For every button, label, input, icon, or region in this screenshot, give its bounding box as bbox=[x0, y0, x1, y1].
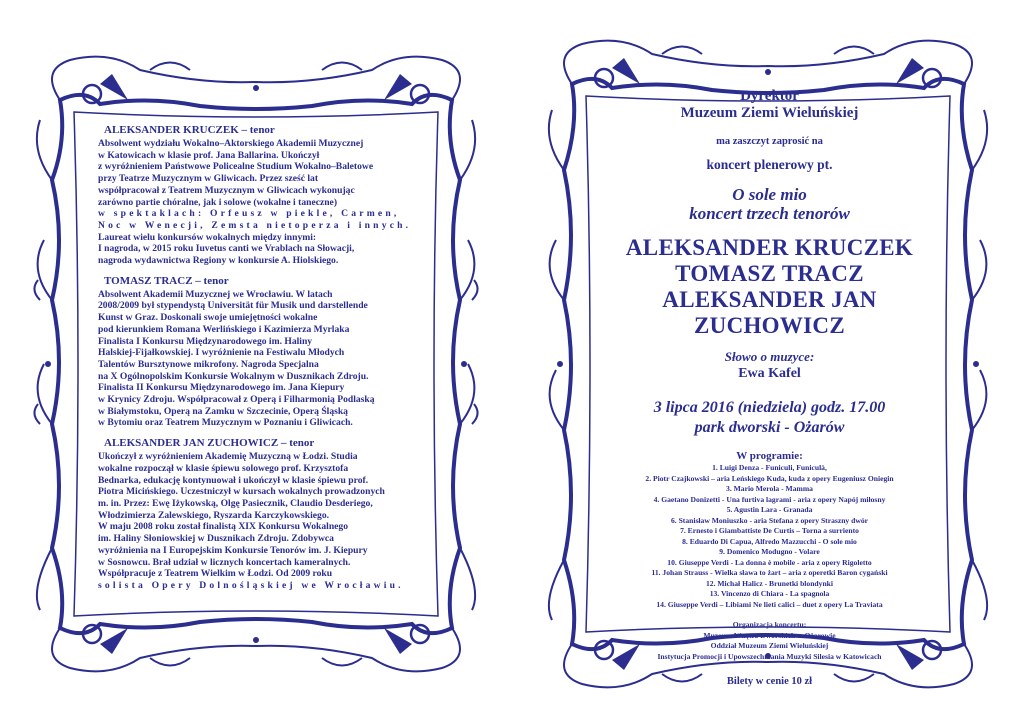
bio-line: w Białymstoku, Operą na Zamku w Szczecinie, Operą Śląską bbox=[98, 405, 348, 417]
organizer-item: Oddział Muzeum Ziemi Wieluńskiej bbox=[710, 641, 829, 650]
invite-text: ma zaszczyt zaprosić na bbox=[716, 136, 823, 147]
organizers-heading: Organizacja koncertu: bbox=[732, 620, 807, 629]
program-item: 14. Giuseppe Verdi – Libiami Ne lieti calici – duet z opery La Traviata bbox=[656, 599, 883, 609]
bio-line: w spektaklach: Orfeusz w piekle, Carmen, bbox=[98, 208, 400, 220]
bio-line: W maju 2008 roku został finalistą XIX Konkursu Wokalnego bbox=[98, 521, 349, 533]
concert-title-line: O sole mio bbox=[732, 185, 807, 204]
bio-title-kruczek: ALEKSANDER KRUCZEK – tenor bbox=[104, 124, 275, 136]
invitation bbox=[597, 88, 942, 687]
bio-line: m. in. Przez: Ewę Iżykowską, Olgę Pasiecznik, Claudio Desderiego, bbox=[98, 497, 373, 509]
bio-line: w Katowicach w klasie prof. Jana Ballarina. Ukończył bbox=[98, 149, 320, 161]
bio-zuchowicz bbox=[98, 451, 416, 591]
bio-line: Finalista I Konkursu Międzynarodowego im. Haliny bbox=[98, 335, 313, 347]
program-item: 2. Piotr Czajkowski – aria Leńskiego Kuda, kuda z opery Eugeniusz Oniegin bbox=[645, 473, 894, 483]
program-title: W programie: bbox=[736, 450, 803, 462]
bio-line: pod kierunkiem Romana Werlińskiego i Kazimierza Myrlaka bbox=[98, 323, 350, 335]
program-item: 13. Vincenzo di Chiara - La spagnola bbox=[709, 589, 830, 598]
performer-name: TOMASZ TRACZ bbox=[675, 261, 864, 286]
program-item: 1. Luigi Denza - Funiculi, Funiculà, bbox=[712, 463, 827, 472]
concert-date-place bbox=[597, 398, 942, 438]
bio-line: Kunst w Graz. Doskonali swoje umiejętności wokalne bbox=[98, 312, 318, 324]
bio-line: I nagroda, w 2015 roku Iuvetus canti we Vrablach na Słowacji, bbox=[98, 243, 355, 255]
program-list bbox=[597, 463, 942, 610]
bio-line: z wyróżnieniem Państwowe Policealne Studium Wokalno–Baletowe bbox=[98, 161, 374, 173]
bio-line: wokalne rozpoczął w klasie śpiewu solowego prof. Krzysztofa bbox=[98, 462, 349, 474]
bio-line: zarówno partie chóralne, jak i solowe (wokalne i taneczne) bbox=[98, 196, 338, 208]
bio-line: 2008/2009 był stypendystą Universität für Musik und darstellende bbox=[98, 300, 368, 312]
concert-subtitle-line: koncert trzech tenorów bbox=[689, 204, 850, 223]
bio-line: Ukończył z wyróżnieniem Akademię Muzyczną w Łodzi. Studia bbox=[98, 451, 358, 463]
bio-line: Talentów Bursztynowe mikrofony. Nagroda Specjalna bbox=[98, 358, 319, 370]
program-item: 5. Agustin Lara - Granada bbox=[726, 505, 813, 514]
performer-name: ALEKSANDER JAN ZUCHOWICZ bbox=[662, 287, 877, 338]
program-item: 10. Giuseppe Verdi - La donna è mobile - aria z opery Rigoletto bbox=[667, 557, 872, 567]
bio-line: na X Ogólnopolskim Konkursie Wokalnym w Dusznikach Zdroju. bbox=[98, 370, 369, 382]
bio-line: solista Opery Dolnośląskiej we Wrocławiu. bbox=[98, 579, 404, 591]
bio-line: Bednarka, edukację kontynuował i ukończył w klasie śpiewu prof. bbox=[98, 474, 369, 486]
concert-title bbox=[597, 185, 942, 223]
bio-line: nagroda wydawnictwa Regiony w konkursie A. Hiolskiego. bbox=[98, 255, 339, 267]
bio-line: im. Haliny Słoniowskiej w Dusznikach Zdroju. Zdobywca bbox=[98, 533, 334, 545]
bio-tracz bbox=[98, 289, 416, 429]
bio-title-tracz: TOMASZ TRACZ – tenor bbox=[104, 274, 229, 287]
organizers bbox=[597, 620, 942, 662]
bio-line: wyróżnienia na I Europejskim Konkursie Tenorów im. J. Kiepury bbox=[98, 544, 368, 556]
bio-line: Halskiej-Fijałkowskiej. I wyróżnienie na Festiwalu Młodych bbox=[98, 347, 345, 359]
concert-date: 3 lipca 2016 (niedziela) godz. 17.00 bbox=[653, 399, 886, 416]
concert-place: park dworski - Ożarów bbox=[694, 419, 845, 436]
program-item: 3. Mario Merola - Mamma bbox=[726, 484, 813, 493]
bio-line: Finalista II Konkursu Międzynarodowego im. Jana Kiepury bbox=[98, 382, 345, 394]
program-item: 11. Johan Strauss - Wielka sława to żart – aria z operetki Baron cygański bbox=[651, 568, 888, 577]
organizer-item: Instytucja Promocji i Upowszechniania Muzyki Silesia w Katowicach bbox=[657, 651, 882, 661]
bio-line: Absolwent wydziału Wokalno–Aktorskiego Akademii Muzycznej bbox=[98, 138, 364, 149]
director-heading: Dyrektor bbox=[740, 88, 799, 104]
bio-title-zuchowicz: ALEKSANDER JAN ZUCHOWICZ – tenor bbox=[104, 437, 315, 450]
bio-line: Absolwent Akademii Muzycznej we Wrocławiu. W latach bbox=[98, 288, 333, 300]
bio-line: współpracował z Teatrem Muzycznym w Gliwicach wykonując bbox=[98, 184, 355, 196]
biographies bbox=[98, 124, 416, 600]
museum-heading: Muzeum Ziemi Wieluńskiej bbox=[680, 105, 859, 121]
tickets-price: Bilety w cenie 10 zł bbox=[726, 676, 813, 687]
performers bbox=[597, 235, 942, 339]
bio-line: Piotra Micińskiego. Uczestniczył w kursach wokalnych prowadzonych bbox=[98, 486, 385, 498]
program-item: 4. Gaetano Donizetti - Una furtiva lagrami - aria z opery Napój miłosny bbox=[653, 494, 886, 504]
program-item: 9. Domenico Modugno - Volare bbox=[719, 547, 820, 556]
bio-line: w Bytomiu oraz Teatrem Muzycznym w Poznaniu i Gliwicach. bbox=[98, 417, 353, 429]
host-name: Ewa Kafel bbox=[738, 366, 801, 381]
bio-kruczek bbox=[98, 138, 416, 267]
program-item: 7. Ernesto i Giambattiste De Curtis – Torna a surriento bbox=[680, 526, 859, 535]
bio-line: Współpracuje z Teatrem Wielkim w Łodzi. Od 2009 roku bbox=[98, 568, 333, 580]
program-item: 8. Eduardo Di Capua, Alfredo Mazzucchi - O sole mio bbox=[682, 536, 857, 546]
bio-line: Laureat wielu konkursów wokalnych między innymi: bbox=[98, 231, 317, 243]
bio-line: Noc w Wenecji, Zemsta nietoperza i innych. bbox=[98, 219, 412, 231]
bio-line: przy Teatrze Muzycznym w Gliwicach. Przez sześć lat bbox=[98, 173, 319, 185]
right-panel bbox=[512, 0, 1024, 725]
bio-line: Włodzimierza Zalewskiego, Ryszarda Karczykowskiego. bbox=[98, 509, 330, 521]
performer-name: ALEKSANDER KRUCZEK bbox=[625, 235, 914, 260]
bio-line: w Krynicy Zdroju. Współpracował z Operą i Filharmonią Podlaską bbox=[98, 394, 375, 406]
bio-line: w Sosnowcu. Brał udział w licznych koncertach kameralnych. bbox=[98, 556, 351, 568]
program-item: 6. Stanisław Moniuszko - aria Stefana z opery Straszny dwór bbox=[670, 515, 868, 525]
program-item: 12. Michał Halicz - Brunetki blondynki bbox=[706, 578, 833, 588]
concert-kind: koncert plenerowy pt. bbox=[706, 157, 833, 172]
slowo-label: Słowo o muzyce: bbox=[724, 349, 815, 364]
organizer-item: Muzeum Wnętrz Dworskich w Ożarowie bbox=[703, 630, 836, 640]
